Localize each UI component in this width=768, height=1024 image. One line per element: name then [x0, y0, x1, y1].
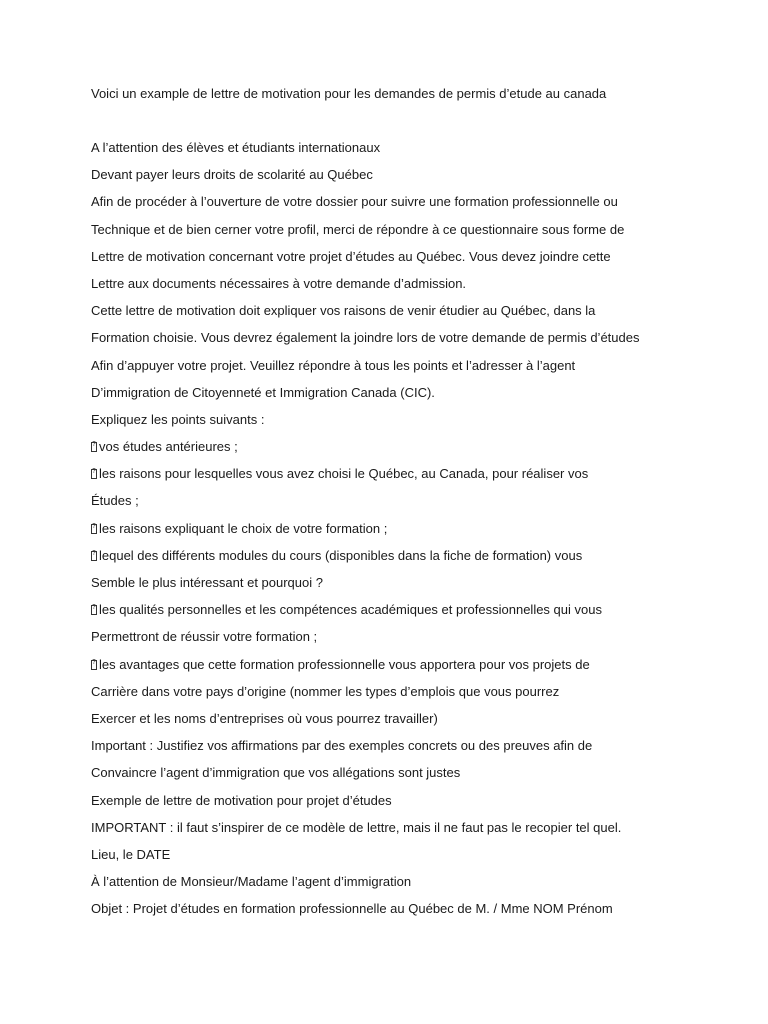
line-text: Études ; — [91, 493, 139, 509]
text-line — [91, 491, 731, 518]
text-line — [91, 709, 731, 736]
line-text: Afin de procéder à l’ouverture de votre dossier pour suivre une formation professionnelle ou — [91, 194, 618, 210]
bullet-line — [91, 600, 731, 627]
line-text: Exercer et les noms d’entreprises où vous pourrez travailler) — [91, 710, 438, 726]
missing-glyph-bullet-icon — [91, 551, 97, 561]
bullet-line — [91, 655, 731, 682]
line-text: Formation choisie. Vous devrez également la joindre lors de votre demande de permis d’études — [91, 330, 640, 346]
line-text: les raisons pour lesquelles vous avez choisi le Québec, au Canada, pour réaliser vos — [99, 466, 589, 482]
bullet-line — [91, 437, 731, 464]
line-text: Lettre aux documents nécessaires à votre demande d’admission. — [91, 275, 467, 291]
line-text: IMPORTANT : il faut s’inspirer de ce modèle de lettre, mais il ne faut pas le recopier tel quel. — [91, 819, 622, 835]
line-text: Lieu, le DATE — [91, 846, 171, 862]
text-line — [91, 845, 731, 872]
text-line — [91, 763, 731, 790]
line-text: A l’attention des élèves et étudiants internationaux — [91, 140, 381, 155]
text-line — [91, 220, 731, 247]
bullet-line — [91, 519, 731, 546]
text-line — [91, 573, 731, 600]
bullet-line — [91, 546, 731, 573]
line-text: Exemple de lettre de motivation pour projet d’études — [91, 792, 392, 808]
text-line — [91, 274, 731, 301]
text-line — [91, 247, 731, 274]
document-body — [91, 138, 731, 926]
bullet-line — [91, 464, 731, 491]
line-text: Cette lettre de motivation doit expliquer vos raisons de venir étudier au Québec, dans la — [91, 303, 596, 319]
text-line — [91, 165, 731, 192]
line-text: D’immigration de Citoyenneté et Immigration Canada (CIC). — [91, 384, 435, 400]
text-line — [91, 818, 731, 845]
text-line — [91, 872, 731, 899]
text-line — [91, 736, 731, 763]
line-text: Afin d’appuyer votre projet. Veuillez répondre à tous les points et l’adresser à l’agent — [91, 357, 576, 373]
line-text: les raisons expliquant le choix de votre formation ; — [99, 520, 388, 536]
text-line — [91, 383, 731, 410]
line-text: Expliquez les points suivants : — [91, 411, 265, 427]
text-line — [91, 899, 731, 926]
text-line — [91, 138, 731, 165]
missing-glyph-bullet-icon — [91, 442, 97, 452]
missing-glyph-bullet-icon — [91, 605, 97, 615]
line-text: Permettront de réussir votre formation ; — [91, 629, 318, 645]
line-text: vos études antérieures ; — [99, 439, 238, 455]
line-text: Objet : Projet d’études en formation professionnelle au Québec de M. / Mme NOM Prénom — [91, 901, 613, 917]
line-text: À l’attention de Monsieur/Madame l’agent d’immigration — [91, 874, 412, 890]
line-text: lequel des différents modules du cours (disponibles dans la fiche de formation) vous — [99, 547, 583, 563]
text-line — [91, 410, 731, 437]
missing-glyph-bullet-icon — [91, 660, 97, 670]
text-line — [91, 682, 731, 709]
missing-glyph-bullet-icon — [91, 524, 97, 534]
text-line — [91, 301, 731, 328]
text-line — [91, 627, 731, 654]
text-line — [91, 791, 731, 818]
line-text: Semble le plus intéressant et pourquoi ? — [91, 575, 323, 590]
document-title: Voici un example de lettre de motivation pour les demandes de permis d’etude au canada — [91, 86, 607, 101]
text-line — [91, 328, 731, 355]
line-text: Lettre de motivation concernant votre projet d’études au Québec. Vous devez joindre cette — [91, 248, 611, 264]
line-text: Important : Justifiez vos affirmations par des exemples concrets ou des preuves afin de — [91, 738, 593, 754]
line-text: Devant payer leurs droits de scolarité au Québec — [91, 167, 373, 183]
line-text: les qualités personnelles et les compétences académiques et professionnelles qui vous — [99, 602, 602, 618]
line-text: Convaincre l’agent d’immigration que vos allégations sont justes — [91, 765, 461, 781]
line-text: Technique et de bien cerner votre profil, merci de répondre à ce questionnaire sous forme de — [91, 221, 625, 237]
text-line — [91, 356, 731, 383]
missing-glyph-bullet-icon — [91, 469, 97, 479]
line-text: les avantages que cette formation professionnelle vous apportera pour vos projets de — [99, 656, 590, 672]
text-line — [91, 192, 731, 219]
line-text: Carrière dans votre pays d’origine (nommer les types d’emplois que vous pourrez — [91, 683, 560, 699]
